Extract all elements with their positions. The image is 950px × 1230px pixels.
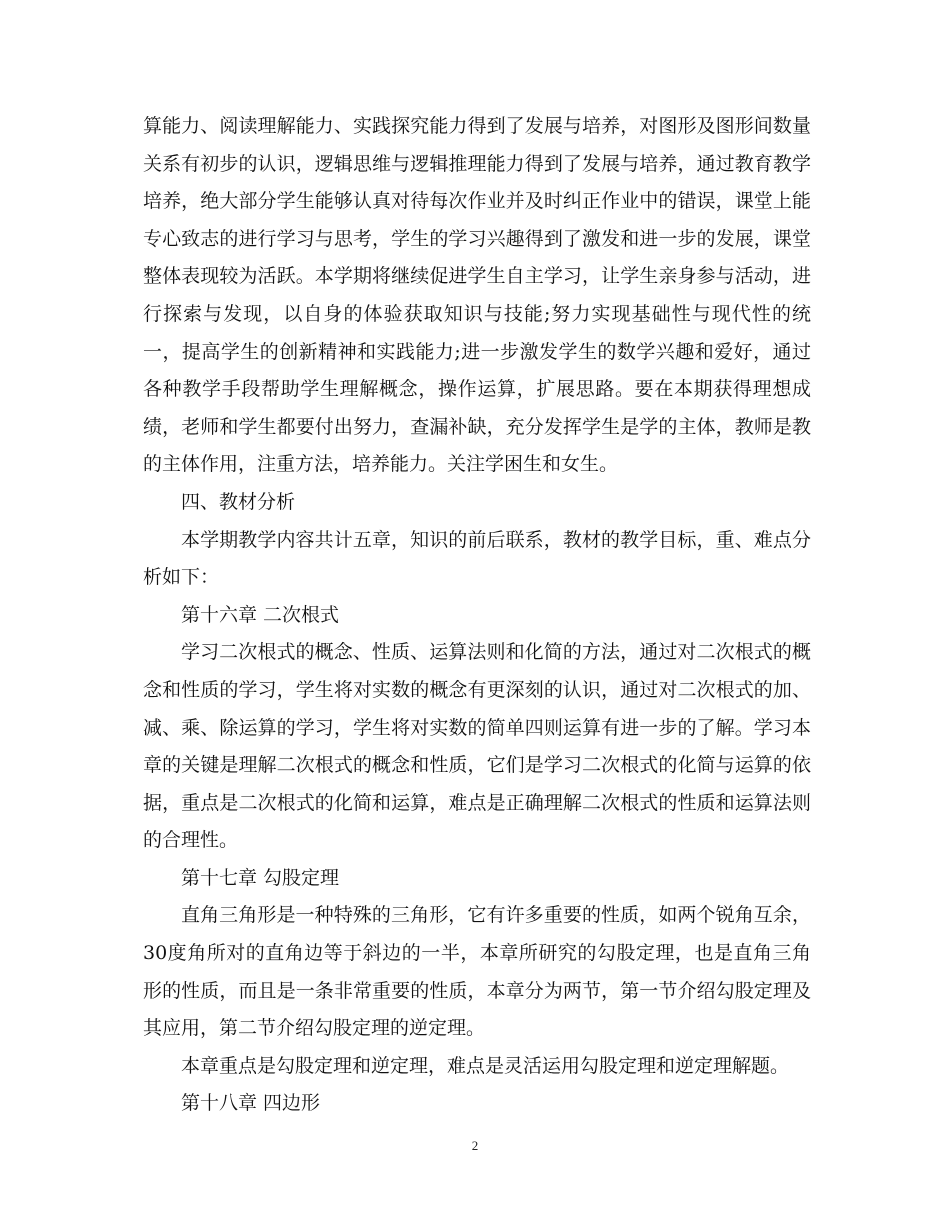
paragraph-textbook-intro: 本学期教学内容共计五章，知识的前后联系，教材的教学目标，重、难点分析如下：: [143, 528, 811, 589]
paragraph-chapter-17-focus: 本章重点是勾股定理和逆定理，难点是灵活运用勾股定理和逆定理解题。: [181, 1054, 790, 1077]
paragraph-chapter-16: 学习二次根式的概念、性质、运算法则和化简的方法，通过对二次根式的概念和性质的学习，学生将对实数的概念有更深刻的认识，通过对二次根式的加、减、乘、除运算的学习，学生将对实数的简单四则运算有进一步的了解。学习本章的关键是理解二次根式的概念和性质，它们是学习二次根式的化简与运算的依据，重点是二次根式的化简和运算，难点是正确理解二次根式的性质和运算法则的合理性。: [143, 641, 811, 852]
chapter-heading-16: 第十六章 二次根式: [181, 603, 340, 626]
chapter-heading-17: 第十七章 勾股定理: [181, 866, 340, 889]
section-heading-textbook-analysis: 四、教材分析: [181, 490, 296, 513]
chapter-heading-18: 第十八章 四边形: [181, 1092, 321, 1115]
paragraph-chapter-17: 直角三角形是一种特殊的三角形，它有许多重要的性质，如两个锐角互余，30度角所对的直角边等于斜边的一半，本章所研究的勾股定理，也是直角三角形的性质，而且是一条非常重要的性质，本章分为两节，第一节介绍勾股定理及其应用，第二节介绍勾股定理的逆定理。: [143, 904, 811, 1040]
page-number: 2: [471, 1138, 479, 1153]
document-body: [143, 108, 811, 1123]
paragraph-student-analysis: 算能力、阅读理解能力、实践探究能力得到了发展与培养，对图形及图形间数量关系有初步的认识，逻辑思维与逻辑推理能力得到了发展与培养，通过教育教学培养，绝大部分学生能够认真对待每次作业并及时纠正作业中的错误，课堂上能专心致志的进行学习与思考，学生的学习兴趣得到了激发和进一步的发展，课堂整体表现较为活跃。本学期将继续促进学生自主学习，让学生亲身参与活动，进行探索与发现，以自身的体验获取知识与技能;努力实现基础性与现代性的统一，提高学生的创新精神和实践能力;进一步激发学生的数学兴趣和爱好，通过各种教学手段帮助学生理解概念，操作运算，扩展思路。要在本期获得理想成绩，老师和学生都要付出努力，查漏补缺，充分发挥学生是学的主体，教师是教的主体作用，注重方法，培养能力。关注学困生和女生。: [143, 115, 811, 476]
